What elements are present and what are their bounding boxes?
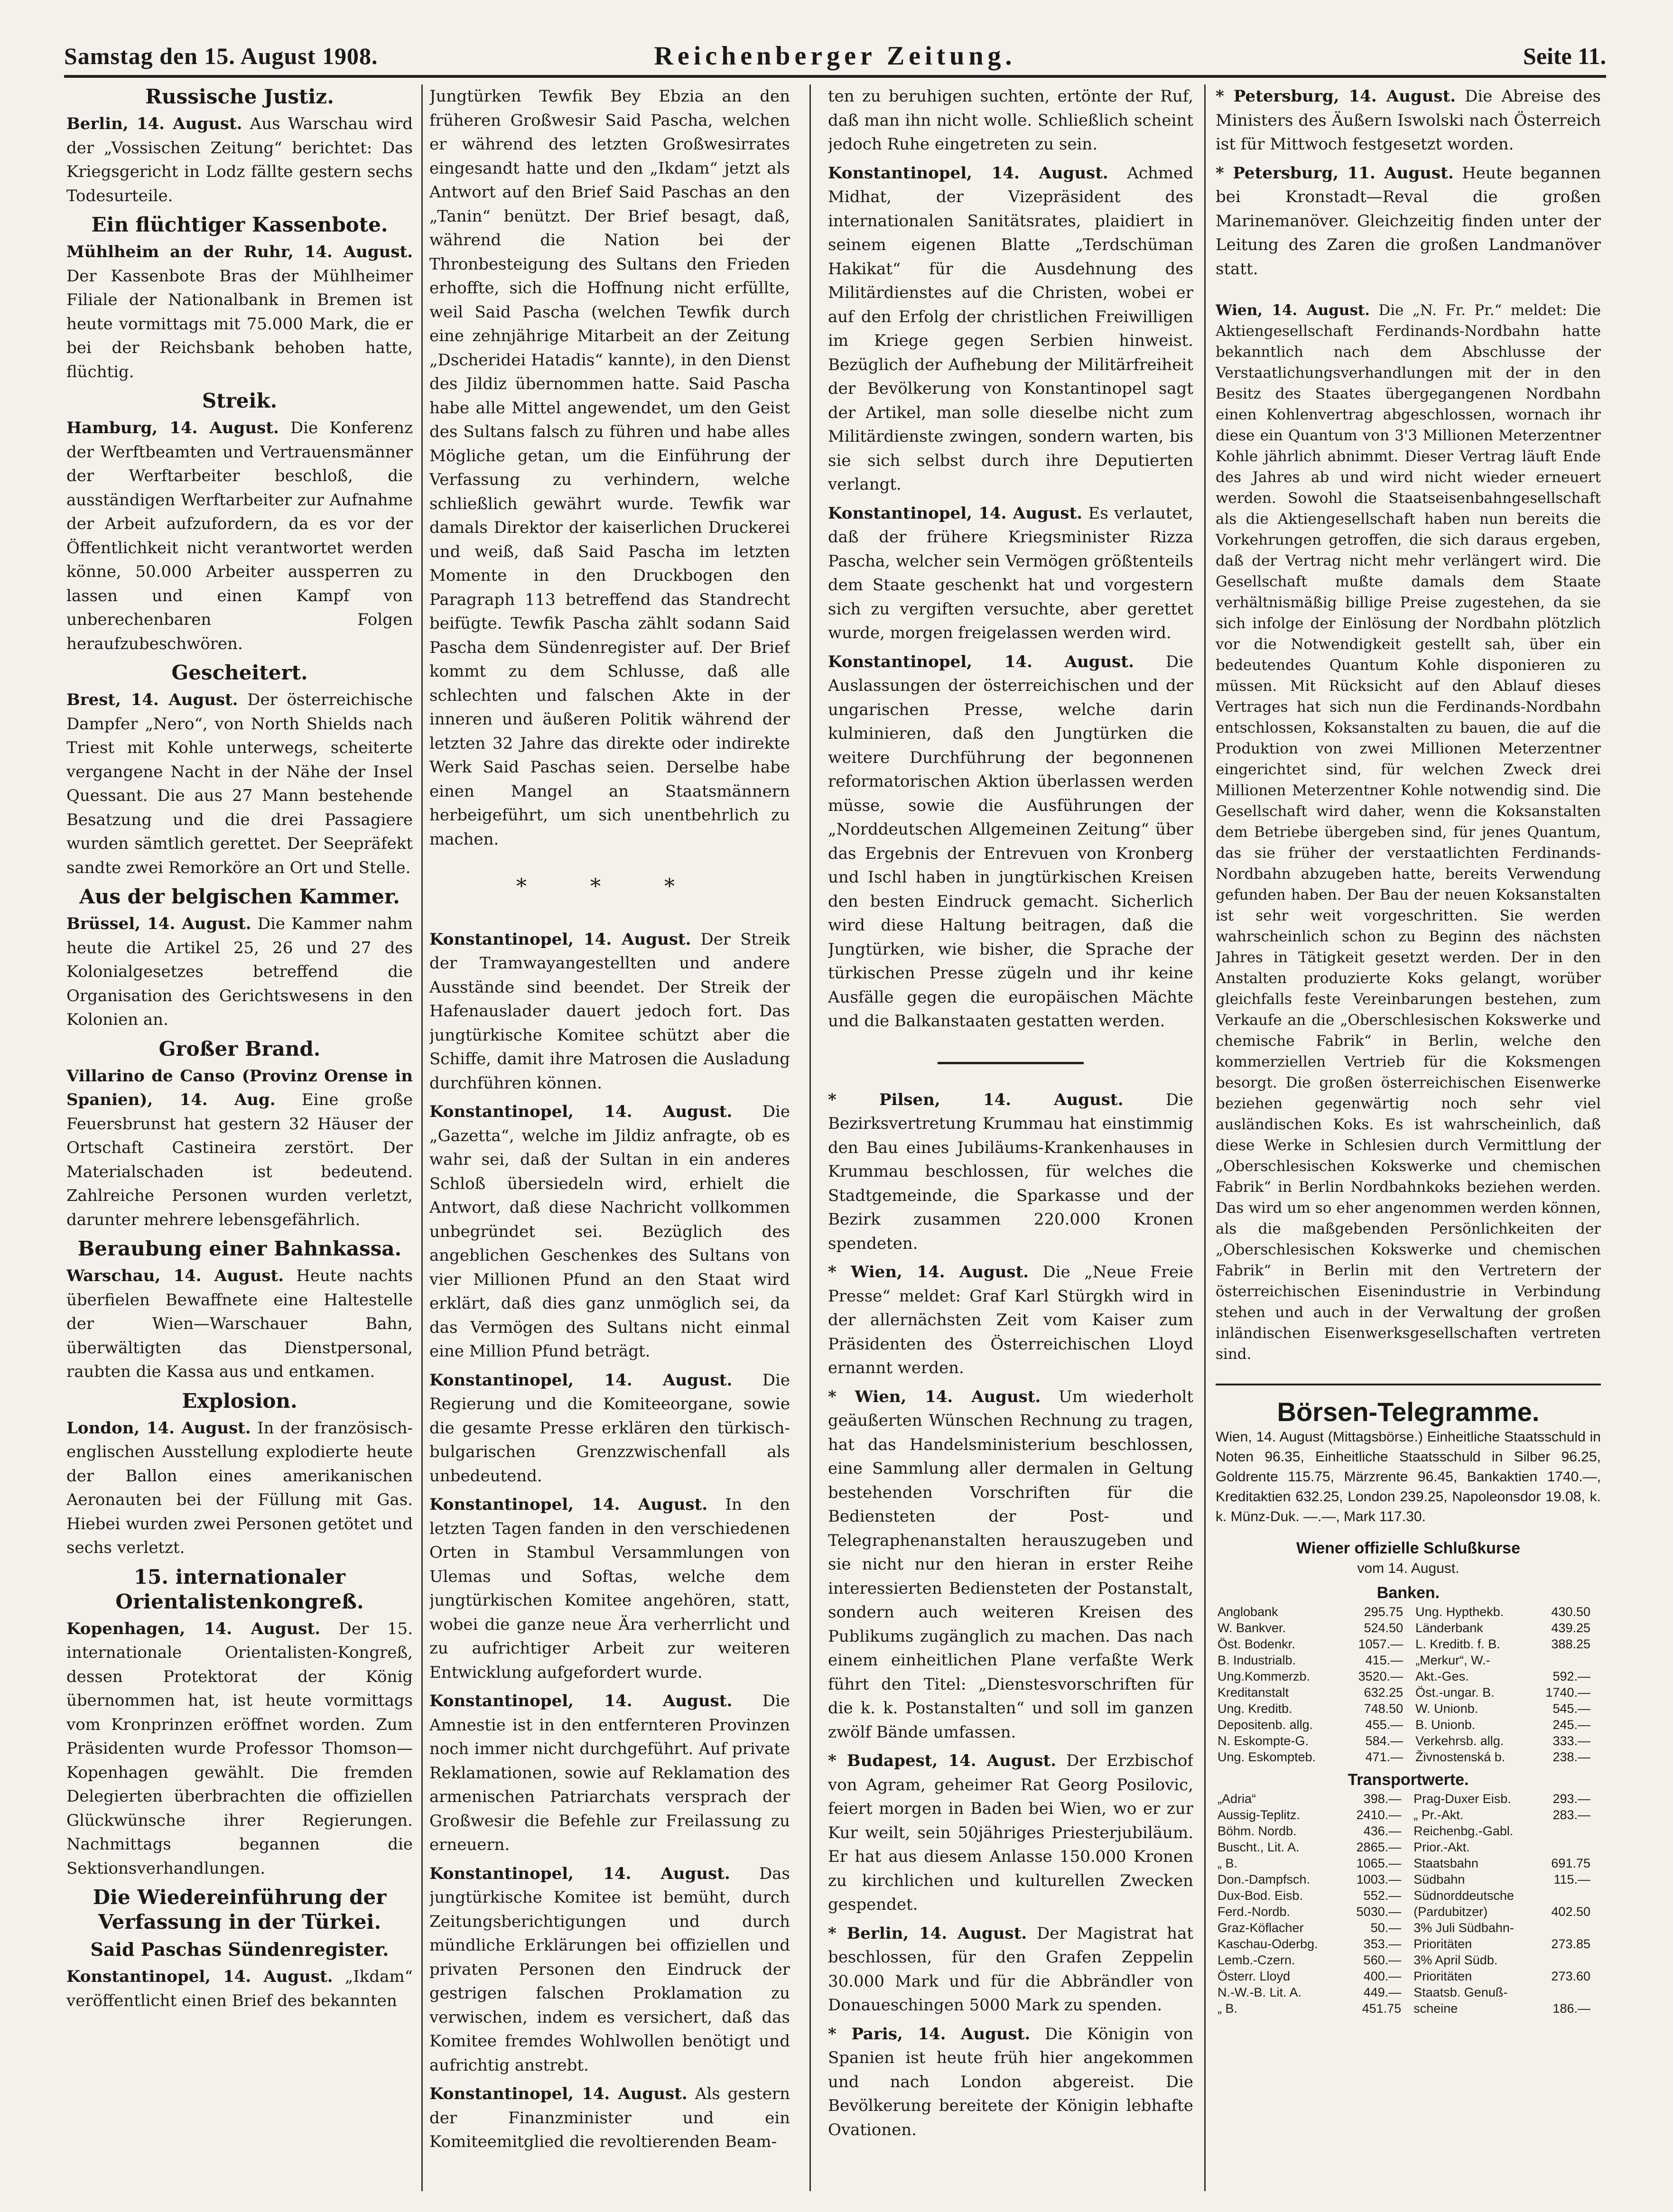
quote-name: Öst.-ungar. B. <box>1415 1685 1495 1700</box>
dateline: * Budapest, 14. August. <box>828 1751 1057 1770</box>
quote-value: 1740.— <box>1545 1685 1590 1700</box>
article-text: Um wiederholt geäußerten Wünschen Rechnung zu tragen, hat das Handelsministerium beschlossen, eine Sammlung aller dermalen in Geltung bestehenden Vorschriften für die Bediensteten der Post- und Telegraphenanstalten herauszugeben und sie nicht nur den hieran in erster Reihe interessierten Bediensteten der Postanstalt, sondern auch weiteren Kreisen des Publikums zugänglich zu machen. Das nach einem einheitlichen Plane verfaßte Werk führt den Titel: „Dienstesvorschriften für die k. k. Postanstalten“ und soll im ganzen zwölf Bände umfassen. <box>828 1387 1193 1742</box>
article-body <box>429 1100 790 1364</box>
article-body <box>66 1264 413 1384</box>
article-text: Der Magistrat hat beschlossen, für den Grafen Zeppelin 30.000 Mark und für die Abbrändler von Donaueschingen 5000 Mark zu spenden. <box>828 1924 1193 2015</box>
article-text: Die Kammer nahm heute die Artikel 25, 26 und 27 des Kolonialgesetzes betreffend die Organisation des Gerichtswesens in den Kolonien an. <box>66 914 413 1029</box>
article-body <box>828 1749 1193 1917</box>
dateline: Konstantinopel, 14. August. <box>828 163 1108 183</box>
dateline: Hamburg, 14. August. <box>66 418 279 437</box>
quote-name: Reichenbg.-Gabl. <box>1413 1824 1514 1838</box>
dateline: * Petersburg, 14. August. <box>1216 87 1456 106</box>
article-body <box>66 240 413 384</box>
column-3 <box>828 84 1193 2191</box>
quote-value: 186.— <box>1552 2001 1590 2016</box>
quote-name: „ Pr.-Akt. <box>1413 1808 1464 1822</box>
quote-value: 293.— <box>1552 1792 1590 1806</box>
banks-table <box>1216 1604 1601 1765</box>
quote-value <box>1538 1839 1601 1855</box>
quote-name: Ung. Kreditb. <box>1218 1701 1292 1716</box>
quote-row <box>1216 1952 1601 1968</box>
quote-value <box>1538 1887 1601 1904</box>
dateline: Konstantinopel, 14. August. <box>429 1495 708 1514</box>
article-body <box>66 1965 413 2013</box>
quote-value: 398.— <box>1363 1792 1402 1806</box>
quote-value: 388.25 <box>1551 1637 1590 1651</box>
article-text: Achmed Midhat, der Vizepräsident des internationalen Sanitätsrates, plaidiert in seinem eigenen Blatte „Terdschüman Hakikat“ für die Ausdehnung des Militärdienstes auf die Christen, wobei er auf den Erfolg der christlichen Freiwilligen im Kriege gegen Serbien hinweist. Bezüglich der Aufhebung der Militärfreiheit der Bevölkerung von Konstantinopel sagt der Artikel, man solle dieselbe nicht zum Militärdienste zwingen, sondern warten, bis sie sich selbst durch ihre Deputierten verlangt. <box>828 163 1193 494</box>
quote-value: 439.25 <box>1551 1621 1590 1635</box>
quote-value: 333.— <box>1552 1734 1590 1748</box>
dateline: Konstantinopel, 14. August. <box>828 652 1134 671</box>
page-number: Seite 11. <box>1523 43 1606 69</box>
column-rule <box>809 84 811 2191</box>
quote-name: Prioritäten <box>1413 1937 1472 1951</box>
article-text: Heute nachts überfielen Bewaffnete eine Haltestelle der Wien—Warschauer Bahn, überwältigten das Dienstpersonal, raubten die Kassa aus und entkamen. <box>66 1266 413 1381</box>
quote-value: 430.50 <box>1551 1605 1590 1619</box>
article-text: Die Auslassungen der österreichischen und der ungarischen Presse, welche darin kulminieren, daß den Jungtürken die weitere Durchführung der begonnenen reformatorischen Aktion überlassen werden müsse, sowie die Ausführungen der „Norddeutschen Allgemeinen Zeitung“ über das Ergebnis der Entrevuen von Kronberg und Ischl haben in jungtürkischen Kreisen den besten Eindruck gemacht. Sicherlich wird diese Haltung beitragen, daß die Jungtürken, wie bisher, die Sprache der türkischen Presse zügeln und ihr keine Ausfälle gegen die europäischen Mächte und die Balkanstaaten gestatten werden. <box>828 652 1193 1031</box>
article-text: Der Streik der Tramwayangestellten und andere Ausstände sind beendet. Der Streik der Hafenauslader dauert jedoch fort. Das jungtürkische Komitee schützt aber die Schiffe, damit ihre Matrosen die Ausladung durchführen können. <box>429 929 790 1093</box>
quote-name: Böhm. Nordb. <box>1218 1824 1297 1838</box>
article-body <box>828 1088 1193 1256</box>
stock-exchange-lead: Wien, 14. August (Mittagsbörse.) Einheitliche Staatsschuld in Noten 96.35, Einheitliche Staatsschuld in Silber 96.25, Goldrente 115.75, Märzrente 96.45, Bankaktien 1740.—, Kreditaktien 632.25, London 239.25, Napoleonsdor 19.08, k. k. Münz-Duk. —.—, Mark 117.30. <box>1216 1429 1601 1524</box>
quote-value: 592.— <box>1552 1669 1590 1683</box>
quote-value: 691.75 <box>1551 1856 1590 1870</box>
article-body <box>429 84 790 851</box>
quote-name: 3% Juli Südbahn- <box>1413 1921 1514 1935</box>
quote-name: Buscht., Lit. A. <box>1218 1840 1300 1854</box>
quote-name: Ung.Kommerzb. <box>1218 1669 1311 1683</box>
quote-value <box>1530 1652 1601 1668</box>
article-body <box>429 1862 790 2078</box>
dateline: Brest, 14. August. <box>66 690 238 709</box>
article-body <box>429 1368 790 1488</box>
quote-name: Lemb.-Czern. <box>1218 1953 1295 1967</box>
dateline: Wien, 14. August. <box>1216 302 1370 319</box>
quote-value: 436.— <box>1363 1824 1402 1838</box>
dateline: * Wien, 14. August. <box>828 1387 1041 1406</box>
article-body <box>66 416 413 656</box>
quote-value: 50.— <box>1370 1921 1402 1935</box>
quote-value: 545.— <box>1552 1701 1590 1716</box>
article-heading: Ein flüchtiger Kassenbote. <box>91 213 388 236</box>
quote-value: 402.50 <box>1551 1905 1590 1919</box>
article-body <box>429 2082 790 2154</box>
article-heading: Explosion. <box>182 1389 297 1413</box>
dateline: Konstantinopel, 14. August. <box>429 1864 730 1883</box>
stock-exchange-title: Börsen-Telegramme. <box>1277 1397 1540 1427</box>
article-text: Die Abreise des Ministers des Äußern Iswolski nach Österreich ist für Mittwoch festgesetzt worden. <box>1216 87 1601 154</box>
quote-name: Don.-Dampfsch. <box>1218 1872 1311 1887</box>
quote-row <box>1216 1604 1601 1620</box>
quote-name: Ung. Hypthekb. <box>1415 1605 1504 1619</box>
quote-name: Südnorddeutsche <box>1413 1888 1514 1903</box>
quote-row <box>1216 1652 1601 1668</box>
quote-name: Öst. Bodenkr. <box>1218 1637 1295 1651</box>
article-text: Als gestern der Finanzminister und ein Komiteemitglied die revoltierenden Beam- <box>429 2084 790 2151</box>
article-text: Die Königin von Spanien ist heute früh hier angekommen und nach London abgereist. Die Bevölkerung bereitete der Königin lebhafte Ovationen. <box>828 2024 1193 2139</box>
dateline: Konstantinopel, 14. August. <box>429 1370 733 1390</box>
quote-name: Staatsb. Genuß- <box>1413 1985 1508 1999</box>
quote-value: 2865.— <box>1356 1840 1402 1854</box>
article-heading: Streik. <box>202 389 278 412</box>
stock-exchange-section <box>1216 1384 1601 2017</box>
article-text: Es verlautet, daß der frühere Kriegsminister Rizza Pascha, welcher sein Vermögen größtenteils dem Staate geschenkt hat und vorgestern sich zu vergiften versuchte, aber gerettet wurde, morgen freigelassen werden wird. <box>828 503 1193 642</box>
quote-name: Živnostenská b. <box>1415 1750 1506 1764</box>
article-text: Eine große Feuersbrunst hat gestern 32 Häuser der Ortschaft Castineira zerstört. Der Materialschaden ist bedeutend. Zahlreiche Personen wurden verletzt, darunter mehrere lebensgefährlich. <box>66 1090 413 1229</box>
article-text: Aus Warschau wird der „Vossischen Zeitung“ berichtet: Das Kriegsgericht in Lodz fällte gestern sechs Todesurteile. <box>66 114 413 205</box>
dateline: Villarino de Canso (Provinz Orense in Spanien), 14. Aug. <box>66 1066 413 1109</box>
dateline: Konstantinopel, 14. August. <box>429 929 691 949</box>
quote-row <box>1216 1733 1601 1749</box>
article <box>66 1389 413 1560</box>
dateline: Brüssel, 14. August. <box>66 914 251 933</box>
quote-value: 115.— <box>1553 1872 1590 1887</box>
article-body <box>66 912 413 1032</box>
issue-date: Samstag den 15. August 1908. <box>64 43 378 69</box>
article-heading: Aus der belgischen Kammer. <box>79 885 400 908</box>
article-text: Der Kassenbote Bras der Mühlheimer Filiale der Nationalbank in Bremen ist heute vormittags mit 75.000 Mark, die er bei der Reichsbank behoben hatte, flüchtig. <box>66 266 413 381</box>
quote-row <box>1216 1749 1601 1765</box>
quote-value: 3520.— <box>1358 1669 1403 1683</box>
dateline: * Wien, 14. August. <box>828 1263 1029 1282</box>
quote-value: 245.— <box>1552 1718 1590 1732</box>
quote-value: 1003.— <box>1356 1872 1402 1887</box>
quote-value: 632.25 <box>1364 1685 1403 1700</box>
article-body <box>66 688 413 880</box>
dateline: Konstantinopel, 14. August. <box>429 2084 688 2103</box>
quote-name: B. Industrialb. <box>1218 1653 1296 1667</box>
column-rule <box>1204 84 1206 2191</box>
quote-name: Ung. Eskompteb. <box>1218 1750 1316 1764</box>
article-body <box>429 1493 790 1684</box>
dateline: Warschau, 14. August. <box>66 1266 284 1285</box>
quote-value: 471.— <box>1365 1750 1403 1764</box>
quote-name: 3% April Südb. <box>1413 1953 1498 1967</box>
article-body <box>66 112 413 208</box>
article-heading: Großer Brand. <box>158 1037 321 1060</box>
article-body <box>1216 300 1601 1365</box>
transport-heading: Transportwerte. <box>1348 1771 1469 1789</box>
quote-row <box>1216 1839 1601 1855</box>
quote-row <box>1216 1701 1601 1717</box>
quote-name: Südbahn <box>1413 1872 1465 1887</box>
quote-name: Prior.-Akt. <box>1413 1840 1470 1854</box>
quote-name: Staatsbahn <box>1413 1856 1478 1870</box>
quote-value: 552.— <box>1363 1888 1402 1903</box>
quote-row <box>1216 1823 1601 1839</box>
quote-name: Aussig-Teplitz. <box>1218 1808 1301 1822</box>
column-rule <box>421 84 423 2191</box>
quote-name: Prioritäten <box>1413 1969 1472 1983</box>
section-divider <box>938 1062 1084 1064</box>
article-body <box>66 1416 413 1560</box>
quote-name: Depositenb. allg. <box>1218 1718 1313 1732</box>
section-separator: * * * <box>516 874 703 899</box>
quote-name: Dux-Bod. Eisb. <box>1218 1888 1303 1903</box>
article-text: Heute begannen bei Kronstadt—Reval die großen Marinemanöver. Gleichzeitig finden unter der Leitung des Zaren die großen Landmanöver statt. <box>1216 163 1601 279</box>
article-text: Die Amnestie ist in den entfernteren Provinzen noch immer nicht durchgeführt. Auf private Reklamationen, sowie auf Reklamation des armenischen Patriarchats versprach der Großwesir die Befehle zur Freilassung zu erneuern. <box>429 1692 790 1854</box>
banks-heading: Banken. <box>1376 1584 1440 1602</box>
article-body <box>828 161 1193 497</box>
quote-row <box>1216 1871 1601 1887</box>
quote-name: L. Kreditb. f. B. <box>1415 1637 1500 1651</box>
quote-value: 5030.— <box>1356 1905 1402 1919</box>
quotes-date: vom 14. August. <box>1357 1561 1459 1576</box>
dateline: Kopenhagen, 14. August. <box>66 1619 321 1638</box>
quote-row <box>1216 1887 1601 1904</box>
quote-name: (Pardubitzer) <box>1413 1905 1488 1919</box>
quote-value: 451.75 <box>1362 2001 1402 2016</box>
dateline: Mühlheim an der Ruhr, 14. August. <box>66 242 413 261</box>
quote-value: 449.— <box>1363 1985 1402 1999</box>
article-body <box>828 2022 1193 2142</box>
quote-name: „Merkur“, W.- <box>1415 1653 1490 1667</box>
quote-value: 524.50 <box>1364 1621 1403 1635</box>
quote-row <box>1216 1855 1601 1871</box>
dateline: Berlin, 14. August. <box>66 114 242 133</box>
article <box>66 1885 413 2013</box>
quote-name: Akt.-Ges. <box>1415 1669 1469 1683</box>
quote-value: 1065.— <box>1356 1856 1402 1870</box>
dateline: London, 14. August. <box>66 1418 251 1438</box>
quote-value: 273.85 <box>1551 1937 1590 1951</box>
article-subheading: Said Paschas Sündenregister. <box>90 1939 389 1960</box>
quote-value: 560.— <box>1363 1953 1402 1967</box>
article-body <box>1216 84 1601 157</box>
quote-row <box>1216 1984 1601 2000</box>
quote-row <box>1216 1904 1601 1920</box>
quote-value: 584.— <box>1365 1734 1403 1748</box>
quote-name: N. Eskompte-G. <box>1218 1734 1309 1748</box>
section-divider <box>1216 1384 1601 1385</box>
article-heading: Gescheitert. <box>171 661 308 684</box>
quote-value <box>1538 1920 1601 1936</box>
article <box>66 1565 413 1881</box>
quote-value: 283.— <box>1552 1808 1590 1822</box>
transport-table <box>1216 1791 1601 2017</box>
quote-name: Graz-Köflacher <box>1218 1921 1304 1935</box>
article-body <box>429 928 790 1096</box>
quote-row <box>1216 1717 1601 1733</box>
quote-name: „ B. <box>1218 2001 1238 2016</box>
article-body <box>828 502 1193 645</box>
dateline: * Berlin, 14. August. <box>828 1924 1027 1943</box>
article-body <box>828 650 1193 1033</box>
quote-value: 455.— <box>1365 1718 1403 1732</box>
masthead <box>64 37 1606 78</box>
quote-name: scheine <box>1413 2001 1458 2016</box>
column-1 <box>66 84 413 2191</box>
quote-row <box>1216 1807 1601 1823</box>
article <box>66 1037 413 1232</box>
article <box>66 1236 413 1384</box>
article-text: Die „N. Fr. Pr.“ meldet: Die Aktiengesellschaft Ferdinands-Nordbahn hatte bekanntlich nach dem Abschlusse der Verstaatlichungsverhandlungen mit der in den Besitz des Staates übergegangenen Nordbahn einen Kohlenvertrag abgeschlossen, wornach ihr diese ein Quantum von 3'3 Millionen Meterzentner Kohle jährlich abnimmt. Dieser Vertrag läuft Ende des Jahres ab und wird nicht wieder erneuert werden. Sowohl die Staatseisenbahngesellschaft als die Aktiengesellschaft haben nun bereits die Vorkehrungen getroffen, die sich daraus ergeben, daß der Vertrag nicht mehr verlängert wird. Die Gesellschaft mußte damals dem Staate verhältnismäßig billige Preise zugestehen, da sie sich infolge der Einlösung der Nordbahn plötzlich vor die Notwendigkeit gestellt sah, über ein bedeutendes Quantum Kohle disponieren zu müssen. Mit Rücksicht auf den Ablauf dieses Vertrages hat sich nun die Ferdinands-Nordbahn entschlossen, Koksanstalten zu bauen, die auf die Produktion von zwei Millionen Meterzentner eingerichtet sind, für welchen Zweck drei Millionen Meterzentner Kohle notwendig sind. Die Gesellschaft wird daher, wenn die Koksanstalten dem Betriebe übergeben sind, für jenes Quantum, das sie früher der verstaatlichten Ferdinands-Nordbahn abzugeben hatte, bereits Verwendung gefunden haben. Der Bau der neuen Koksanstalten ist sehr weit vorgeschritten. Sie werden wahrscheinlich schon zu Beginn des nächsten Jahres in Tätigkeit gesetzt werden. Der in den Anstalten produzierte Koks gelangt, worüber gleichfalls feste Vereinbarungen bestehen, zum Verkaufe an die „Oberschlesischen Kokswerke und chemische Fabrik“ in Berlin, welche den kommerziellen Vertrieb für die Koksmengen besorgt. Die großen österreichischen Eisenwerke beziehen gegenwärtig noch sehr viel ausländischen Koks. Es ist wahrscheinlich, daß diese Werke in Schlesien durch Vermittlung der „Oberschlesischen Kokswerke und chemischen Fabrik“ in Berlin Nordbahnkoks beziehen werden. Das wird um so eher angenommen werden können, als die maßgebenden Persönlichkeiten der „Oberschlesischen Kokswerke und chemischen Fabrik“ in Berlin mit den Vertretern der österreichischen Eisenindustrie in Verbindung stehen und auch in der Verwaltung der großen inländischen Eisenwerksgesellschaften vertreten sind. <box>1216 302 1601 1363</box>
article-text: Die „Gazetta“, welche im Jildiz anfragte, ob es wahr sei, daß der Sultan in ein anderes Schloß übersiedeln wird, erhielt die Antwort, daß diese Nachricht vollkommen unbegründet sei. Bezüglich des angeblichen Geschenkes des Sultans von vier Millionen Pfund an den Staat wird erklärt, daß dies ganz unmöglich sei, da das Vermögen des Sultans nicht einmal eine Million Pfund beträgt. <box>429 1102 790 1361</box>
dateline: Konstantinopel, 14. August. <box>429 1692 733 1710</box>
quote-value: 748.50 <box>1364 1701 1403 1716</box>
article-text: Der Erzbischof von Agram, geheimer Rat Georg Posilovic, feiert morgen in Baden bei Wien, wo er zur Kur weilt, sein 50jähriges Priesterjubiläum. Er hat aus diesem Anlasse 150.000 Kronen zu kirchlichen und kulturellen Zwecken gespendet. <box>828 1751 1193 1914</box>
quote-value: 295.75 <box>1364 1605 1403 1619</box>
article-body <box>828 1385 1193 1745</box>
quote-name: N.-W.-B. Lit. A. <box>1218 1985 1302 1999</box>
article-heading: 15. internationaler Orientalistenkongreß. <box>115 1565 364 1613</box>
article-text: „Ikdam“ veröffentlicht einen Brief des bekannten <box>66 1967 413 2010</box>
article-heading: Beraubung einer Bahnkassa. <box>77 1237 402 1260</box>
newspaper-title: Reichenberger Zeitung. <box>654 41 1016 71</box>
article-body <box>1216 161 1601 281</box>
column-4 <box>1216 84 1601 2191</box>
quote-value: 1057.— <box>1358 1637 1403 1651</box>
quote-name: Kaschau-Oderbg. <box>1218 1937 1318 1951</box>
quote-row <box>1216 1791 1601 1807</box>
article-text: ten zu beruhigen suchten, ertönte der Ruf, daß man ihn nicht wolle. Schließlich scheint jedoch Ruhe eingetreten zu sein. <box>828 87 1193 154</box>
column-2 <box>429 84 790 2191</box>
quote-name: Anglobank <box>1218 1605 1278 1619</box>
quote-name: Österr. Lloyd <box>1218 1969 1291 1983</box>
article <box>66 84 413 208</box>
quote-name: Verkehrsb. allg. <box>1415 1734 1504 1748</box>
quote-value: 2410.— <box>1356 1808 1402 1822</box>
article-text: Die Konferenz der Werftbeamten und Vertrauensmänner der Werftarbeiter beschloß, die ausständigen Werftarbeiter zur Aufnahme der Arbeit aufzufordern, da es vor der Öffentlichkeit nicht verantwortet werden könne, 50.000 Arbeiter aussperren zu lassen und einen Kampf von unberechenbaren Folgen heraufzubeschwören. <box>66 418 413 653</box>
quote-value: 415.— <box>1365 1653 1403 1667</box>
article-text: Die „Neue Freie Presse“ meldet: Graf Karl Stürgkh wird in der allernächsten Zeit vom Kaiser zum Präsidenten des Österreichischen Lloyd ernannt werden. <box>828 1263 1193 1377</box>
dateline: * Paris, 14. August. <box>828 2024 1031 2044</box>
article-body <box>66 1617 413 1881</box>
article-text: Jungtürken Tewfik Bey Ebzia an den früheren Großwesir Said Pascha, welchen er während des letzten Großwesirrates eingesandt hatte und den „Ikdam“ jetzt als Antwort auf den Brief Said Paschas an den „Tanin“ benützt. Der Brief besagt, daß, während die Nation bei der Thronbesteigung des Sultans den Frieden erhoffte, sich die Hoffnung nicht erfüllte, weil Said Pascha (welchen Tewfik durch eine zehnjährige Mitarbeit an der Zeitung „Dscheridei Hatadis“ kannte), in den Dienst des Jildiz übernommen hatte. Said Pascha habe alle Mittel angewendet, um den Geist des Sultans falsch zu führen und habe alles Mögliche getan, um die Einführung der Verfassung zu verhindern, welche schließlich gewährt wurde. Tewfik war damals Direktor der kaiserlichen Druckerei und weiß, daß Said Pascha im letzten Momente in den Druckbogen den Paragraph 113 betreffend das Standrecht beifügte. Tewfik Pascha zählt sodann Said Pascha dem Sündenregister auf. Der Brief kommt zu dem Schlusse, daß alle schlechten und falschen Akte in der inneren und äußeren Politik während der letzten 32 Jahre das direkte oder indirekte Werk Said Paschas seien. Derselbe habe einen Mangel an Staatsmännern herbeigeführt, um sich unentbehrlich zu machen. <box>429 87 790 849</box>
dateline: * Petersburg, 11. August. <box>1216 163 1454 183</box>
quote-row <box>1216 1920 1601 1936</box>
quote-row <box>1216 2000 1601 2017</box>
article <box>66 213 413 384</box>
article <box>66 389 413 656</box>
dateline: Konstantinopel, 14. August. <box>828 503 1083 523</box>
quote-value <box>1538 1984 1601 2000</box>
quote-name: Ferd.-Nordb. <box>1218 1905 1291 1919</box>
article-text: In den letzten Tagen fanden in den verschiedenen Orten in Stambul Versammlungen von Ulemas und Softas, welche dem jungtürkischen Komitee angehören, statt, wobei die ganze neue Ära verherrlicht und zu aufrichtiger Arbeit zur weiteren Entwicklung aufgefordert wurde. <box>429 1495 790 1682</box>
article-text: Der österreichische Dampfer „Nero“, von North Shields nach Triest mit Kohle unterwegs, scheiterte vergangene Nacht in der Nähe der Insel Quessant. Die aus 27 Mann bestehende Besatzung und die drei Passagiere wurden sämtlich gerettet. Der Seepräfekt sandte zwei Remorköre an Ort und Stelle. <box>66 690 413 877</box>
article-text: Der 15. internationale Orientalisten-Kongreß, dessen Protektorat der König übernommen hat, ist heute vormittags vom Kronprinzen eröffnet worden. Zum Präsidenten wurde Professor Thomson—Kopenhagen gewählt. Die fremden Delegierten überbrachten die offiziellen Glückwünsche ihrer Regierungen. Nachmittags begannen die Sektionsverhandlungen. <box>66 1619 413 1878</box>
quote-value: 273.60 <box>1551 1969 1590 1983</box>
article-text: Die Bezirksvertretung Krummau hat einstimmig den Bau eines Jubiläums-Krankenhauses in Krummau beschlossen, für welches die Stadtgemeinde, die Sparkasse und der Bezirk zusammen 220.000 Kronen spendeten. <box>828 1090 1193 1253</box>
dateline: * Pilsen, 14. August. <box>828 1090 1124 1109</box>
article-body <box>828 1922 1193 2017</box>
article-heading: Russische Justiz. <box>145 85 334 108</box>
article-text: Die Regierung und die Komiteeorgane, sowie die gesamte Presse erklären den türkisch-bulgarischen Grenzzwischenfall als unbedeutend. <box>429 1370 790 1486</box>
quote-row <box>1216 1968 1601 1984</box>
quote-row <box>1216 1620 1601 1636</box>
article-text: Das jungtürkische Komitee ist bemüht, durch Zeitungsberichtigungen und durch mündliche Erklärungen bei offiziellen und privaten Personen den Eindruck der gestrigen falschen Proklamation zu verwischen, indem es versichert, daß das Komitee fremdes Wohlwollen benötigt und aufrichtig anstrebt. <box>429 1864 790 2075</box>
article-body <box>828 1260 1193 1380</box>
quote-name: B. Unionb. <box>1415 1718 1476 1732</box>
quote-name: „ B. <box>1218 1856 1238 1870</box>
quote-value <box>1538 1952 1601 1968</box>
quote-name: W. Bankver. <box>1218 1621 1286 1635</box>
article <box>66 660 413 880</box>
article <box>66 884 413 1032</box>
dateline: Konstantinopel, 14. August. <box>429 1102 733 1121</box>
quote-value: 400.— <box>1363 1969 1402 1983</box>
quote-row <box>1216 1636 1601 1652</box>
quote-row <box>1216 1668 1601 1684</box>
quote-row <box>1216 1684 1601 1701</box>
quote-name: „Adria“ <box>1218 1792 1256 1806</box>
quote-value: 238.— <box>1552 1750 1590 1764</box>
quote-value <box>1538 1823 1601 1839</box>
dateline: Konstantinopel, 14. August. <box>66 1967 333 1986</box>
quote-name: Kreditanstalt <box>1218 1685 1289 1700</box>
quote-name: Länderbank <box>1415 1621 1483 1635</box>
article-body <box>828 84 1193 157</box>
article-body <box>66 1064 413 1232</box>
quote-row <box>1216 1936 1601 1952</box>
quote-name: Prag-Duxer Eisb. <box>1413 1792 1511 1806</box>
quote-name: W. Unionb. <box>1415 1701 1478 1716</box>
article-text: In der französisch-englischen Ausstellung explodierte heute der Ballon eines amerikanischen Aeronauten bei der Füllung mit Gas. Hiebei wurden zwei Personen getötet und sechs verletzt. <box>66 1418 413 1557</box>
quotes-subtitle: Wiener offizielle Schlußkurse <box>1296 1539 1521 1557</box>
quote-value: 353.— <box>1363 1937 1402 1951</box>
article-body <box>429 1689 790 1857</box>
article-heading: Die Wiedereinführung der Verfassung in der Türkei. <box>93 1886 387 1933</box>
